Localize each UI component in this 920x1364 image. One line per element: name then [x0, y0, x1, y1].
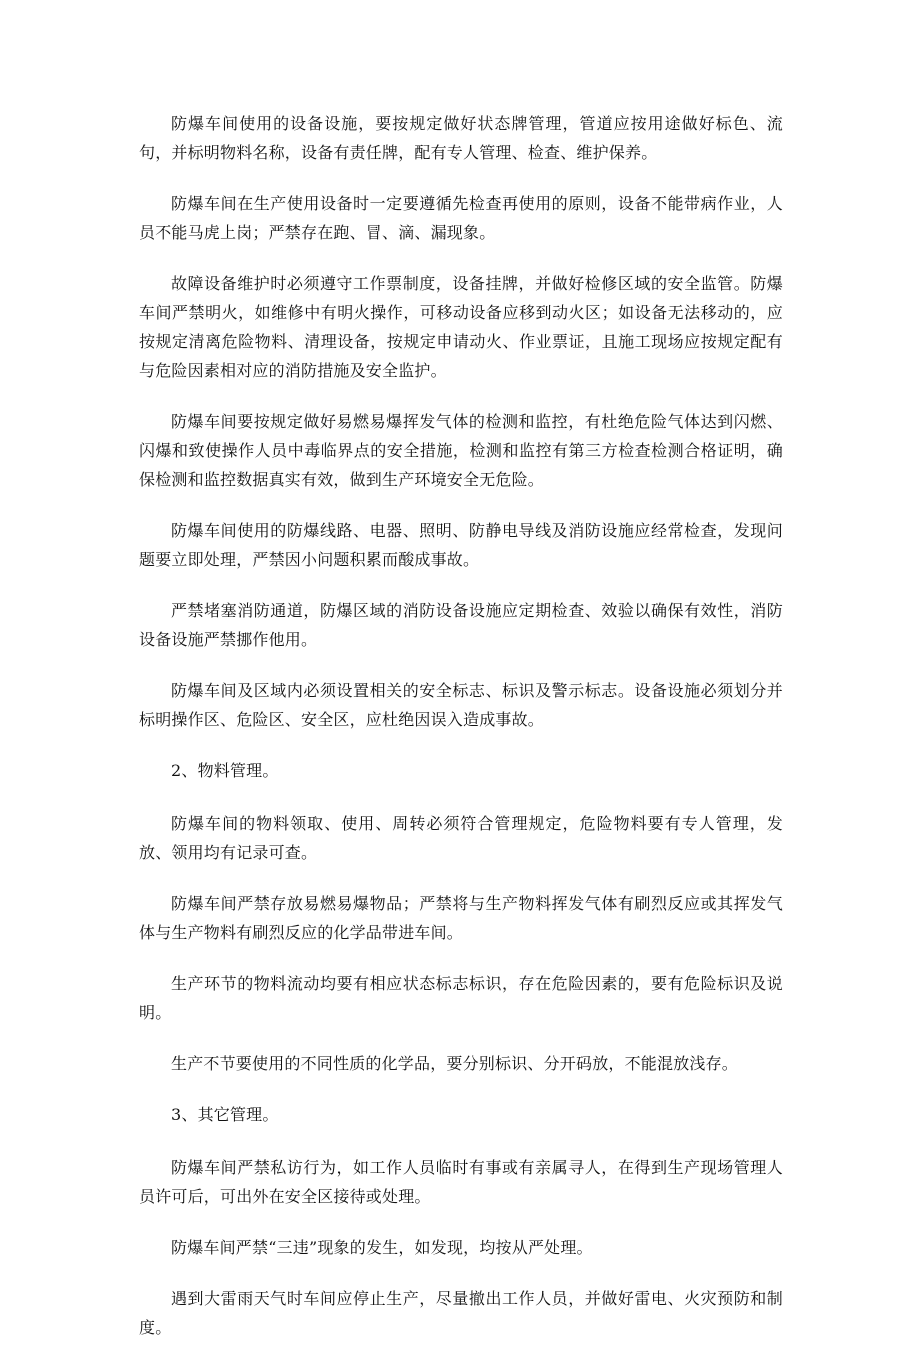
paragraph: 故障设备维护时必须遵守工作票制度，设备挂牌，并做好检修区域的安全监管。防爆车间严禁明火，如维修中有明火操作，可移动设备应移到动火区；如设备无法移动的，应按规定清离危险物料、清理设备，按规定申请动火、作业票证，且施工现场应按规定配有与危险因素相对应的消防措施及安全监护。 [139, 274, 783, 380]
paragraph: 防爆车间使用的防爆线路、电器、照明、防静电导线及消防设施应经常检查，发现问题要立即处理，严禁因小问题积累而酸成事故。 [139, 521, 783, 569]
paragraph: 防爆车间严禁存放易燃易爆物品；严禁将与生产物料挥发气体有刷烈反应或其挥发气体与生产物料有刷烈反应的化学品带进车间。 [139, 894, 783, 942]
paragraph: 防爆车间的物料领取、使用、周转必须符合管理规定，危险物料要有专人管理，发放、领用均有记录可查。 [139, 814, 783, 862]
paragraph: 遇到大雷雨天气时车间应停止生产，尽量撤出工作人员，并做好雷电、火灾预防和制度。 [139, 1289, 783, 1337]
section-heading-other-management: 3、其它管理。 [171, 1105, 279, 1124]
paragraph: 防爆车间在生产使用设备时一定要遵循先检查再使用的原则，设备不能带病作业，人员不能马虎上岗；严禁存在跑、冒、滴、漏现象。 [139, 194, 783, 242]
paragraph: 严禁堵塞消防通道，防爆区域的消防设备设施应定期检查、效验以确保有效性，消防设备设施严禁挪作他用。 [139, 601, 783, 649]
document-body [139, 109, 783, 1364]
section-heading-material-management: 2、物料管理。 [171, 761, 279, 780]
paragraph: 防爆车间及区域内必须设置相关的安全标志、标识及警示标志。设备设施必须划分并标明操作区、危险区、安全区，应杜绝因误入造成事故。 [139, 681, 783, 729]
paragraph: 生产不节要使用的不同性质的化学品，要分别标识、分开码放，不能混放浅存。 [171, 1054, 739, 1073]
paragraph: 防爆车间要按规定做好易燃易爆挥发气体的检测和监控，有杜绝危险气体达到闪燃、闪爆和致使操作人员中毒临界点的安全措施，检测和监控有第三方检查检测合格证明，确保检测和监控数据真实有效，做到生产环境安全无危险。 [139, 412, 783, 489]
paragraph: 防爆车间严禁私访行为，如工作人员临时有事或有亲属寻人，在得到生产现场管理人员许可后，可出外在安全区接待或处理。 [139, 1158, 783, 1206]
paragraph: 防爆车间严禁“三违”现象的发生，如发现，均按从严处理。 [171, 1238, 593, 1257]
paragraph: 生产环节的物料流动均要有相应状态标志标识，存在危险因素的，要有危险标识及说明。 [139, 974, 783, 1022]
paragraph: 防爆车间使用的设备设施，要按规定做好状态牌管理，管道应按用途做好标色、流句，并标明物料名称，设备有责任牌，配有专人管理、检查、维护保养。 [139, 114, 783, 162]
